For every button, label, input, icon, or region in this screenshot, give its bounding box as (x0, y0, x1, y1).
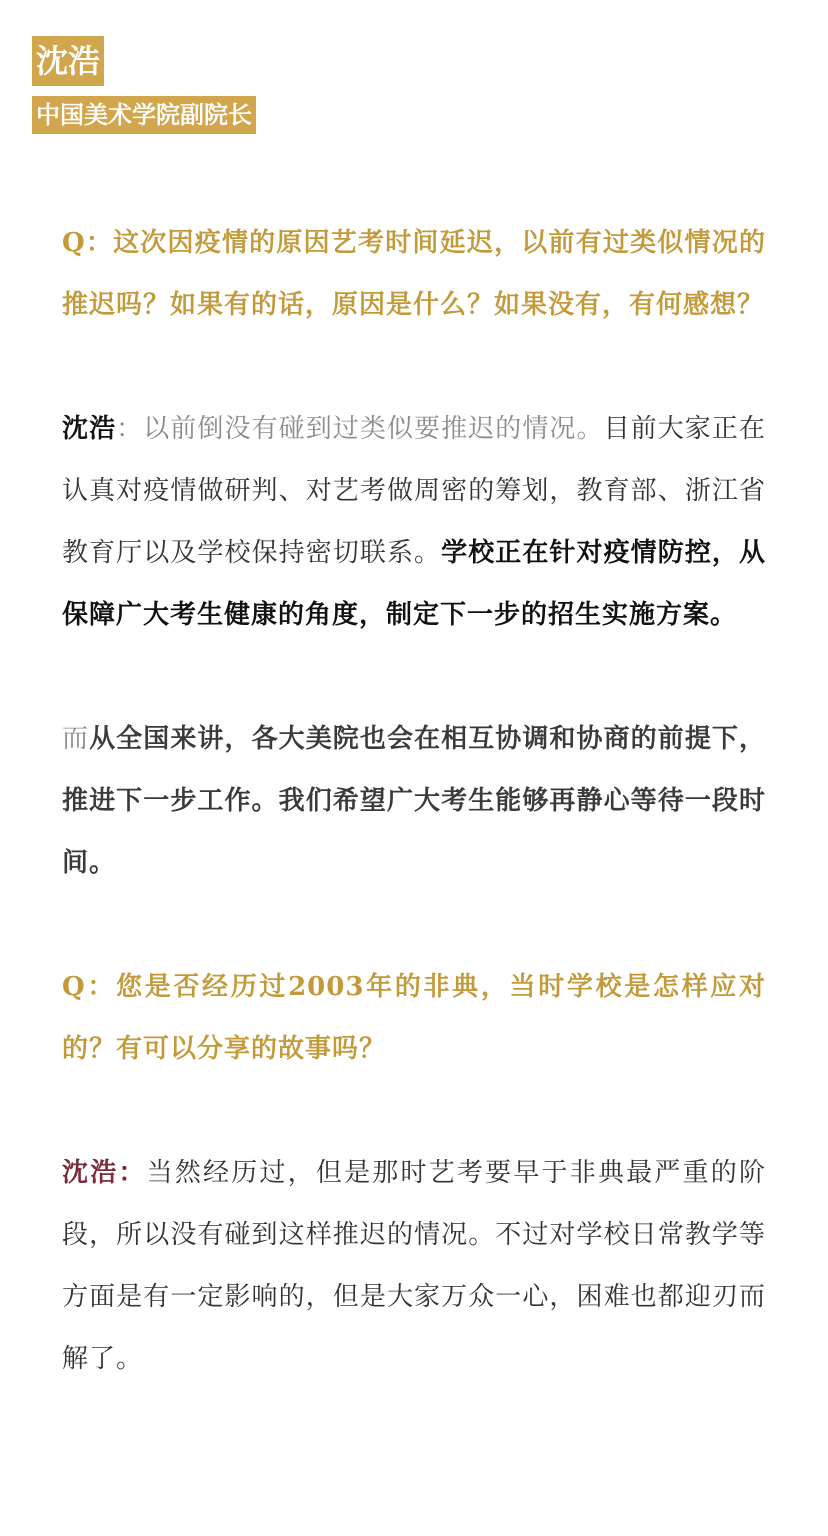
header (32, 36, 256, 134)
question-2 (62, 956, 766, 1080)
speaker-name-badge: 沈浩 (32, 36, 104, 86)
answer-1-continued (62, 708, 766, 894)
answer-normal-text: 目前大家正在认真对疫情做研判、对艺考做周密的筹划，教育部、浙江省教育厅以及学校保持密切联系。 (62, 414, 766, 568)
question-prefix: Q (62, 228, 86, 258)
answer-text: 当然经历过，但是那时艺考要早于非典最严重的阶段，所以没有碰到这样推迟的情况。不过对学校日常教学等方面是有一定影响的，但是大家万众一心，困难也都迎刃而解了。 (62, 1158, 766, 1374)
answer-continued-text: 从全国来讲，各大美院也会在相互协调和协商的前提下，推进下一步工作。我们希望广大考生能够再静心等待一段时间。 (62, 724, 766, 878)
question-year: 2003 (288, 972, 365, 1002)
answer-speaker: 沈浩： (62, 1158, 147, 1188)
article-body (62, 212, 766, 1390)
question-prefix: Q (62, 972, 86, 1002)
answer-light-char: 而 (62, 724, 90, 754)
answer-speaker: 沈浩 (62, 414, 117, 444)
question-text: 这次因疫情的原因艺考时间延迟，以前有过类似情况的推迟吗？如果有的话，原因是什么？如果没有，有何感想？ (62, 228, 766, 320)
answer-colon: ： (116, 414, 144, 444)
question-colon: ： (85, 228, 114, 258)
speaker-title-badge: 中国美术学院副院长 (32, 96, 256, 134)
question-text-after: 年的非典，当时学校是怎样应对的？有可以分享的故事吗？ (62, 972, 766, 1064)
answer-bold-text: 学校正在针对疫情防控，从保障广大考生健康的角度，制定下一步的招生实施方案。 (62, 538, 766, 630)
question-colon: ： (85, 972, 117, 1002)
question-text-before: 您是否经历过 (116, 972, 289, 1002)
answer-2 (62, 1142, 766, 1390)
answer-1 (62, 398, 766, 646)
answer-light-text: 以前倒没有碰到过类似要推迟的情况。 (143, 414, 604, 444)
question-1 (62, 212, 766, 336)
